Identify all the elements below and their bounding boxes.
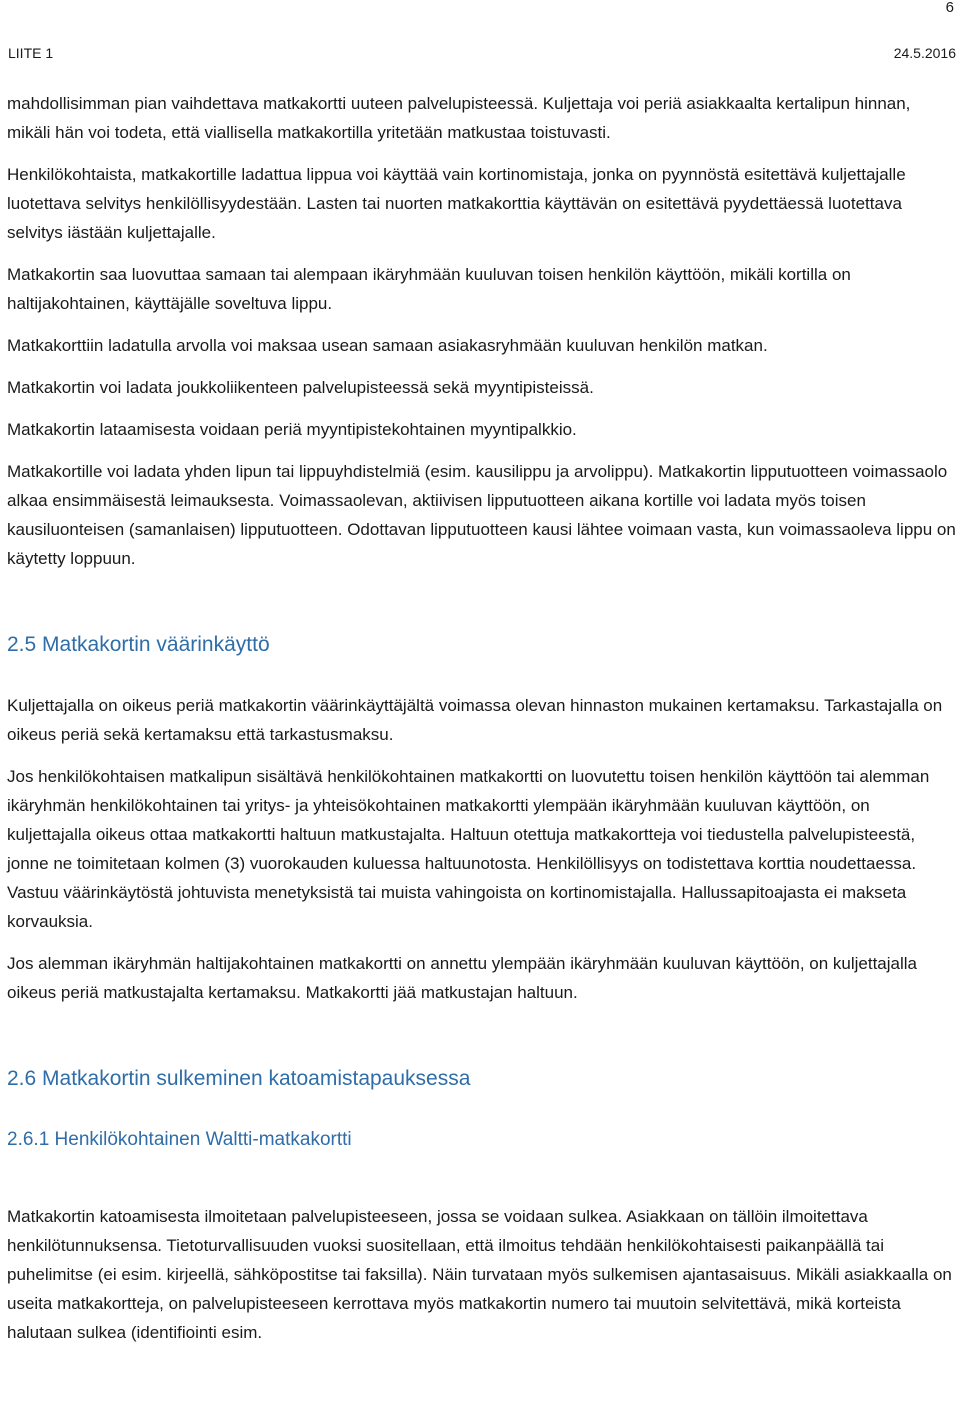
subsection-heading-2-6-1: 2.6.1 Henkilökohtainen Waltti-matkakortti [7, 1129, 352, 1150]
paragraph: mahdollisimman pian vaihdettava matkakortti uuteen palvelupisteessä. Kuljettaja voi periä asiakkaalta kertalipun hinnan, mikäli hän voi todeta, että viallisella matkakortilla yritetään matkustaa toistuvasti. [7, 94, 911, 142]
paragraph: Henkilökohtaista, matkakortille ladattua lippua voi käyttää vain kortinomistaja, jonka on pyynnöstä esitettävä kuljettajalle luotettava selvitys henkilöllisyydestään. Lasten tai nuorten matkakorttia käyttävän on esitettävä pyydettäessä luotettava selvitys iästään kuljettajalle. [7, 165, 906, 242]
section-heading-2-5: 2.5 Matkakortin väärinkäyttö [7, 633, 270, 656]
page-number: 6 [945, 0, 954, 16]
paragraph: Matkakortin saa luovuttaa samaan tai alempaan ikäryhmään kuuluvan toisen henkilön käyttöön, mikäli kortilla on haltijakohtainen, käyttäjälle soveltuva lippu. [7, 265, 851, 313]
header-appendix-label: LIITE 1 [8, 45, 54, 61]
paragraph: Kuljettajalla on oikeus periä matkakortin väärinkäyttäjältä voimassa olevan hinnaston mukainen kertamaksu. Tarkastajalla on oikeus periä sekä kertamaksu että tarkastusmaksu. [7, 696, 943, 744]
paragraph: Matkakortille voi ladata yhden lipun tai lippuyhdistelmiä (esim. kausilippu ja arvolippu). Matkakortin lipputuotteen voimassaolo alkaa ensimmäisestä leimauksesta. Voimassaolevan, aktiivisen lipputuotteen aikana kortille voi ladata myös toisen kausiluonteisen (samanlaisen) lipputuotteen. Odottavan lipputuotteen kausi lähtee voimaan vasta, kun voimassaoleva lippu on käytetty loppuun. [7, 462, 956, 568]
running-header [8, 44, 956, 62]
paragraph: Matkakortin katoamisesta ilmoitetaan palvelupisteeseen, jossa se voidaan sulkea. Asiakkaan on tällöin ilmoitettava henkilötunnuksensa. Tietoturvallisuuden vuoksi suositellaan, että ilmoitus tehdään henkilökohtaisesti paikanpäällä tai puhelimitse (ei esim. kirjeellä, sähköpostitse tai faksilla). Näin turvataan myös sulkemisen ajantasaisuus. Mikäli asiakkaalla on useita matkakortteja, on palvelupisteeseen kerrottava myös matkakortin numero tai muutoin selvitettävä, mikä korteista halutaan sulkea (identifiointi esim. [7, 1207, 952, 1342]
document-body [7, 89, 956, 1347]
paragraph: Matkakortin lataamisesta voidaan periä myyntipistekohtainen myyntipalkkio. [7, 420, 577, 439]
paragraph: Jos alemman ikäryhmän haltijakohtainen matkakortti on annettu ylempään ikäryhmään kuuluvan käyttöön, on kuljettajalla oikeus periä matkustajalta kertamaksu. Matkakortti jää matkustajan haltuun. [7, 954, 918, 1002]
header-date: 24.5.2016 [893, 45, 956, 61]
paragraph: Matkakortin voi ladata joukkoliikenteen palvelupisteessä sekä myyntipisteissä. [7, 378, 594, 397]
paragraph: Jos henkilökohtaisen matkalipun sisältävä henkilökohtainen matkakortti on luovutettu toisen henkilön käyttöön tai alemman ikäryhmän henkilökohtainen tai yritys- ja yhteisökohtainen matkakortti ylempään ikäryhmään kuuluvan käyttöön, on kuljettajalla oikeus ottaa matkakortti haltuun matkustajalta. Haltuun otettuja matkakortteja voi tiedustella palvelupisteestä, jonne ne toimitetaan kolmen (3) vuorokauden kuluessa haltuunotosta. Henkilöllisyys on todistettava korttia noudettaessa. Vastuu väärinkäytöstä johtuvista menetyksistä tai muista vahingoista on kortinomistajalla. Hallussapitoajasta ei makseta korvauksia. [7, 767, 930, 931]
paragraph: Matkakorttiin ladatulla arvolla voi maksaa usean samaan asiakasryhmään kuuluvan henkilön matkan. [7, 336, 768, 355]
section-heading-2-6: 2.6 Matkakortin sulkeminen katoamistapauksessa [7, 1067, 471, 1090]
